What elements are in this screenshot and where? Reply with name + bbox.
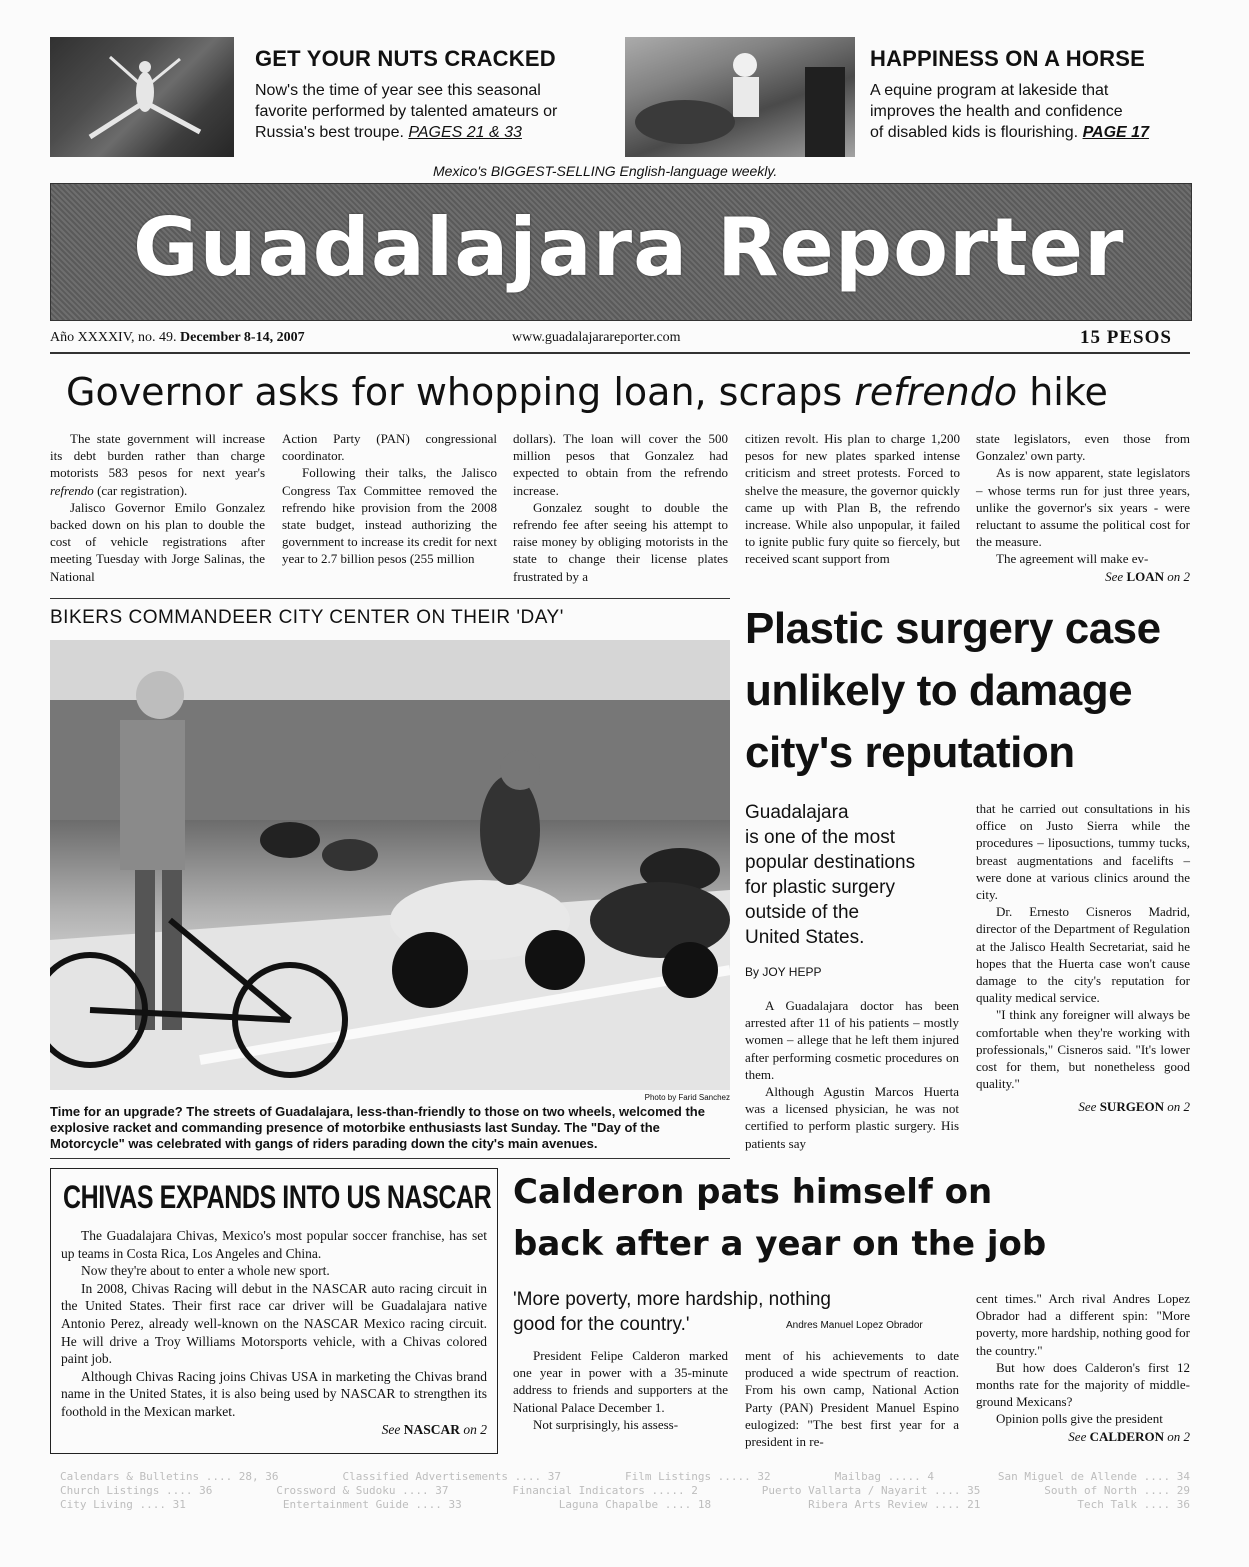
horse-teaser-photo bbox=[625, 37, 855, 157]
lead-col1-text: The state government will increase its debt burden rather than charge motorists 583 pesos for next year's bbox=[50, 431, 265, 481]
lead-col1-italic: refrendo bbox=[50, 482, 94, 498]
index-entry[interactable]: Laguna Chapalbe .... 18 bbox=[558, 1498, 712, 1511]
teaser-2-line-last bbox=[870, 122, 1200, 143]
chivas-body bbox=[61, 1227, 487, 1438]
index-entry[interactable]: Puerto Vallarta / Nayarit .... 35 bbox=[761, 1484, 981, 1497]
lead-column-3 bbox=[513, 430, 728, 585]
index-entry[interactable]: City Living .... 31 bbox=[60, 1498, 186, 1511]
masthead-banner bbox=[50, 183, 1192, 321]
lead-col5-para: As is now apparent, state legislators – whose terms run for just three years, unlike the governor's six years - were reluctant to assume the political cost for the measure. bbox=[976, 465, 1190, 550]
nutcracker-teaser-photo bbox=[50, 37, 234, 157]
jump-prefix: See bbox=[1068, 1428, 1087, 1444]
index-entry[interactable]: Tech Talk .... 36 bbox=[1077, 1498, 1190, 1511]
caption-bottom-rule bbox=[50, 1158, 730, 1159]
chivas-headline: CHIVAS EXPANDS INTO US NASCAR bbox=[63, 1179, 492, 1215]
index-entry[interactable]: Financial Indicators ..... 2 bbox=[512, 1484, 698, 1497]
index-entry[interactable]: San Miguel de Allende .... 34 bbox=[997, 1470, 1190, 1483]
lead-column-4 bbox=[745, 430, 960, 568]
plastic-headline-line: Plastic surgery case bbox=[745, 604, 1161, 653]
index-entry[interactable]: South of North .... 29 bbox=[1044, 1484, 1190, 1497]
lead-column-2 bbox=[282, 430, 497, 568]
jump-word: LOAN bbox=[1126, 568, 1164, 584]
teaser-2-line: A equine program at lakeside that bbox=[870, 82, 1109, 99]
jump-prefix: See bbox=[1078, 1099, 1097, 1115]
plastic-col2-para: "I think any foreigner will always be comfortable when they're working with professionals," Cisneros said. "It's lower cost for them, but nonetheless good quality." bbox=[976, 1007, 1190, 1092]
photo-credit: Photo by Farid Sanchez bbox=[644, 1093, 730, 1102]
teaser-1-body bbox=[255, 80, 615, 143]
lead-col1-para: Jalisco Governor Emilo Gonzalez backed down on his plan to double the cost of vehicle registrations after meeting Tuesday with Jorge Salinas, the National bbox=[50, 499, 265, 584]
calderon-col1-para: Not surprisingly, his assess- bbox=[533, 1416, 679, 1432]
lead-jump-reference[interactable] bbox=[976, 568, 1190, 585]
jump-suffix: on 2 bbox=[1167, 568, 1190, 584]
calderon-column-3 bbox=[976, 1290, 1190, 1445]
calderon-headline-line: Calderon pats himself on bbox=[513, 1172, 993, 1212]
page-index bbox=[60, 1470, 1190, 1512]
motorcycle-parade-icon bbox=[50, 640, 730, 1090]
plastic-headline-line: unlikely to damage bbox=[745, 666, 1133, 715]
plastic-column-1 bbox=[745, 997, 959, 1152]
bikers-label: BIKERS COMMANDEER CITY CENTER ON THEIR 'DAY' bbox=[50, 607, 564, 628]
teaser-2-body bbox=[870, 80, 1200, 143]
teaser-1-title: GET YOUR NUTS CRACKED bbox=[255, 46, 556, 71]
lead-col3-para: Gonzalez sought to double the refrendo fee after seeing his attempt to raise money by obliging motorists in the state to change their license plates frustrated by a bbox=[513, 499, 728, 584]
lead-headline-italic: refrendo bbox=[854, 370, 1018, 414]
plastic-col1-para: A Guadalajara doctor has been arrested after 11 of his patients – mostly women – allege that he left them injured after performing cosmetic procedures on them. bbox=[745, 998, 959, 1082]
chivas-para: Although Chivas Racing joins Chivas USA in marketing the Chivas brand name in the United States, it is also being used by NASCAR to strengthen its foothold in the Mexican market. bbox=[61, 1368, 487, 1419]
teaser-1-line: favorite performed by talented amateurs or bbox=[255, 103, 558, 120]
tagline: Mexico's BIGGEST-SELLING English-language weekly. bbox=[433, 163, 778, 179]
teaser-2-line: of disabled kids is flourishing. bbox=[870, 124, 1079, 141]
plastic-deck-line: outside of the bbox=[745, 902, 860, 923]
jump-word: SURGEON bbox=[1099, 1099, 1164, 1115]
issue-line bbox=[50, 330, 305, 346]
jump-prefix: See bbox=[381, 1421, 401, 1437]
calderon-column-1 bbox=[513, 1347, 728, 1433]
jump-word: CALDERON bbox=[1089, 1428, 1164, 1444]
plastic-deck-line: popular destinations bbox=[745, 852, 916, 873]
chivas-para: The Guadalajara Chivas, Mexico's most popular soccer franchise, has set up teams in Costa Rica, Los Angeles and China. bbox=[61, 1228, 487, 1261]
chivas-para: In 2008, Chivas Racing will debut in the NASCAR auto racing circuit in the United States. Their first race car driver will be Guadalajara native Antonio Perez, already well-known on the NASCAR Mexico racing circuit. He will drive a Troy Williams Motorsports vehicle, with a Chivas colored paint job. bbox=[61, 1280, 487, 1367]
chivas-jump-reference[interactable] bbox=[61, 1421, 487, 1439]
bikers-caption: Time for an upgrade? The streets of Guadalajara, less-than-friendly to those on two wheels, welcomed the explosive racket and commanding presence of motorbike enthusiasts last Sunday. The "Day of the Motorcycle" was celebrated with gangs of riders parading down the city's main avenues. bbox=[50, 1104, 705, 1151]
lead-col3-para: dollars). The loan will cover the 500 million pesos that Gonzalez had expected to obtain from the refrendo increase. bbox=[513, 431, 728, 498]
issue-number: Año XXXXIV, no. 49. bbox=[50, 330, 177, 345]
horse-rider-icon bbox=[625, 37, 855, 157]
plastic-headline bbox=[745, 598, 1195, 784]
jump-suffix: on 2 bbox=[463, 1421, 487, 1437]
plastic-col1-para: Although Agustin Marcos Huerta was a licensed physician, he was not certified to perform plastic surgery. His patients say bbox=[745, 1084, 959, 1151]
chivas-para: Now they're about to enter a whole new sport. bbox=[81, 1263, 330, 1279]
lead-headline bbox=[66, 370, 1108, 414]
plastic-headline-line: city's reputation bbox=[745, 728, 1075, 777]
teaser-2-line: improves the health and confidence bbox=[870, 103, 1123, 120]
lead-col2-para: Action Party (PAN) congressional coordinator. bbox=[282, 431, 497, 464]
calderon-col3-para: cent times." Arch rival Andres Lopez Obrador had a different spin: "More poverty, more hardship, nothing good for the country." bbox=[976, 1291, 1190, 1358]
plastic-col2-para: Dr. Ernesto Cisneros Madrid, director of the Department of Regulation at the Jalisco Health Secretariat, said he hopes that the Huerta case won't cause damage to the city's reputation for quality medical service. bbox=[976, 904, 1190, 1006]
dancer-silhouette-icon bbox=[50, 37, 234, 157]
plastic-jump-reference[interactable] bbox=[976, 1098, 1190, 1115]
chivas-box bbox=[50, 1168, 498, 1454]
index-entry[interactable]: Church Listings .... 36 bbox=[60, 1484, 213, 1497]
plastic-deck-line: for plastic surgery bbox=[745, 877, 895, 898]
plastic-col2-para: that he carried out consultations in his office on Justo Sierra while the procedures – liposuctions, tummy tucks, breast augmentations and facelifts – were done at various clinics around the city. bbox=[976, 801, 1190, 903]
index-row bbox=[60, 1470, 1190, 1484]
cover-price: 15 PESOS bbox=[1080, 327, 1172, 348]
lead-col5-para: state legislators, even those from Gonzalez' own party. bbox=[976, 431, 1190, 464]
index-entry[interactable]: Film Listings ..... 32 bbox=[624, 1470, 771, 1483]
lead-col4-para: citizen revolt. His plan to charge 1,200 pesos for new plates sparked intense criticism and street protests. Forced to shelve the measure, the governor quickly came up with Plan B, the refrendo increase. While also unpopular, it failed to ignite public fury quite so fiercely, but received scant support from bbox=[745, 431, 960, 567]
lead-headline-part-b: hike bbox=[1017, 370, 1108, 414]
index-row bbox=[60, 1498, 1190, 1512]
calderon-col1-para: President Felipe Calderon marked one year in power with a 35-minute address to friends and supporters at the National Palace December 1. bbox=[513, 1348, 728, 1415]
calderon-headline-line: back after a year on the job bbox=[513, 1224, 1047, 1264]
lead-column-1 bbox=[50, 430, 265, 585]
calderon-column-2 bbox=[745, 1347, 959, 1450]
plastic-deck-line: Guadalajara bbox=[745, 802, 849, 823]
jump-word: NASCAR bbox=[403, 1421, 460, 1437]
index-entry[interactable]: Calendars & Bulletins .... 28, 36 bbox=[60, 1470, 279, 1483]
index-entry[interactable]: Classified Advertisements .... 37 bbox=[342, 1470, 562, 1483]
lead-col5-para: The agreement will make ev- bbox=[996, 551, 1149, 567]
teaser-2-page-link[interactable]: PAGE 17 bbox=[1082, 124, 1149, 141]
issue-date: December 8-14, 2007 bbox=[180, 330, 305, 345]
calderon-col3-para: But how does Calderon's first 12 months rate for the majority of middle-ground Mexicans? bbox=[976, 1359, 1190, 1410]
jump-suffix: on 2 bbox=[1167, 1099, 1190, 1115]
calderon-quote-attribution: Andres Manuel Lopez Obrador bbox=[786, 1320, 923, 1331]
calderon-quote-line: good for the country.' bbox=[513, 1314, 690, 1335]
plastic-column-2 bbox=[976, 800, 1190, 1116]
lead-col1-para bbox=[50, 430, 265, 499]
index-entry[interactable]: Ribera Arts Review .... 21 bbox=[808, 1498, 981, 1511]
calderon-col3-para: Opinion polls give the president bbox=[996, 1411, 1163, 1427]
calderon-col2-para: ment of his achievements to date produced a wide spectrum of reaction. From his own camp, National Action Party (PAN) President Manuel Espino eulogized: "The best first year for a president in re- bbox=[745, 1348, 959, 1450]
calderon-quote-line: 'More poverty, more hardship, nothing bbox=[513, 1289, 831, 1310]
index-entry[interactable]: Crossword & Sudoku .... 37 bbox=[276, 1484, 449, 1497]
teaser-1-line: Russia's best troupe. bbox=[255, 124, 404, 141]
teaser-1-page-link[interactable]: PAGES 21 & 33 bbox=[408, 124, 522, 141]
lead-col1-text: (car registration). bbox=[93, 482, 188, 498]
website-url[interactable]: www.guadalajarareporter.com bbox=[512, 330, 681, 345]
masthead-rule bbox=[50, 352, 1190, 354]
index-entry[interactable]: Mailbag ..... 4 bbox=[834, 1470, 934, 1483]
lead-col2-para: Following their talks, the Jalisco Congress Tax Committee removed the refrendo hike provision from the 2008 state budget, instead authorizing the government to increase its credit for next year to 2.7 billion pesos (255 million bbox=[282, 465, 497, 567]
lead-headline-part-a: Governor asks for whopping loan, scraps bbox=[66, 370, 855, 414]
plastic-deck-line: United States. bbox=[745, 927, 865, 948]
plastic-deck-line: is one of the most bbox=[745, 827, 895, 848]
teaser-1-line: Now's the time of year see this seasonal bbox=[255, 82, 541, 99]
masthead-title: Guadalajara Reporter bbox=[133, 201, 1125, 294]
lead-bottom-rule bbox=[50, 598, 730, 599]
teaser-2-title: HAPPINESS ON A HORSE bbox=[870, 46, 1145, 71]
index-entry[interactable]: Entertainment Guide .... 33 bbox=[282, 1498, 462, 1511]
teaser-1-line-last bbox=[255, 122, 615, 143]
index-row bbox=[60, 1484, 1190, 1498]
calderon-headline bbox=[513, 1166, 1193, 1270]
lead-column-5 bbox=[976, 430, 1190, 585]
jump-suffix: on 2 bbox=[1167, 1428, 1190, 1444]
jump-prefix: See bbox=[1105, 568, 1124, 584]
calderon-jump-reference[interactable] bbox=[976, 1428, 1190, 1445]
bikers-photo bbox=[50, 640, 730, 1090]
plastic-byline: By JOY HEPP bbox=[745, 965, 822, 979]
plastic-deck bbox=[745, 800, 960, 950]
